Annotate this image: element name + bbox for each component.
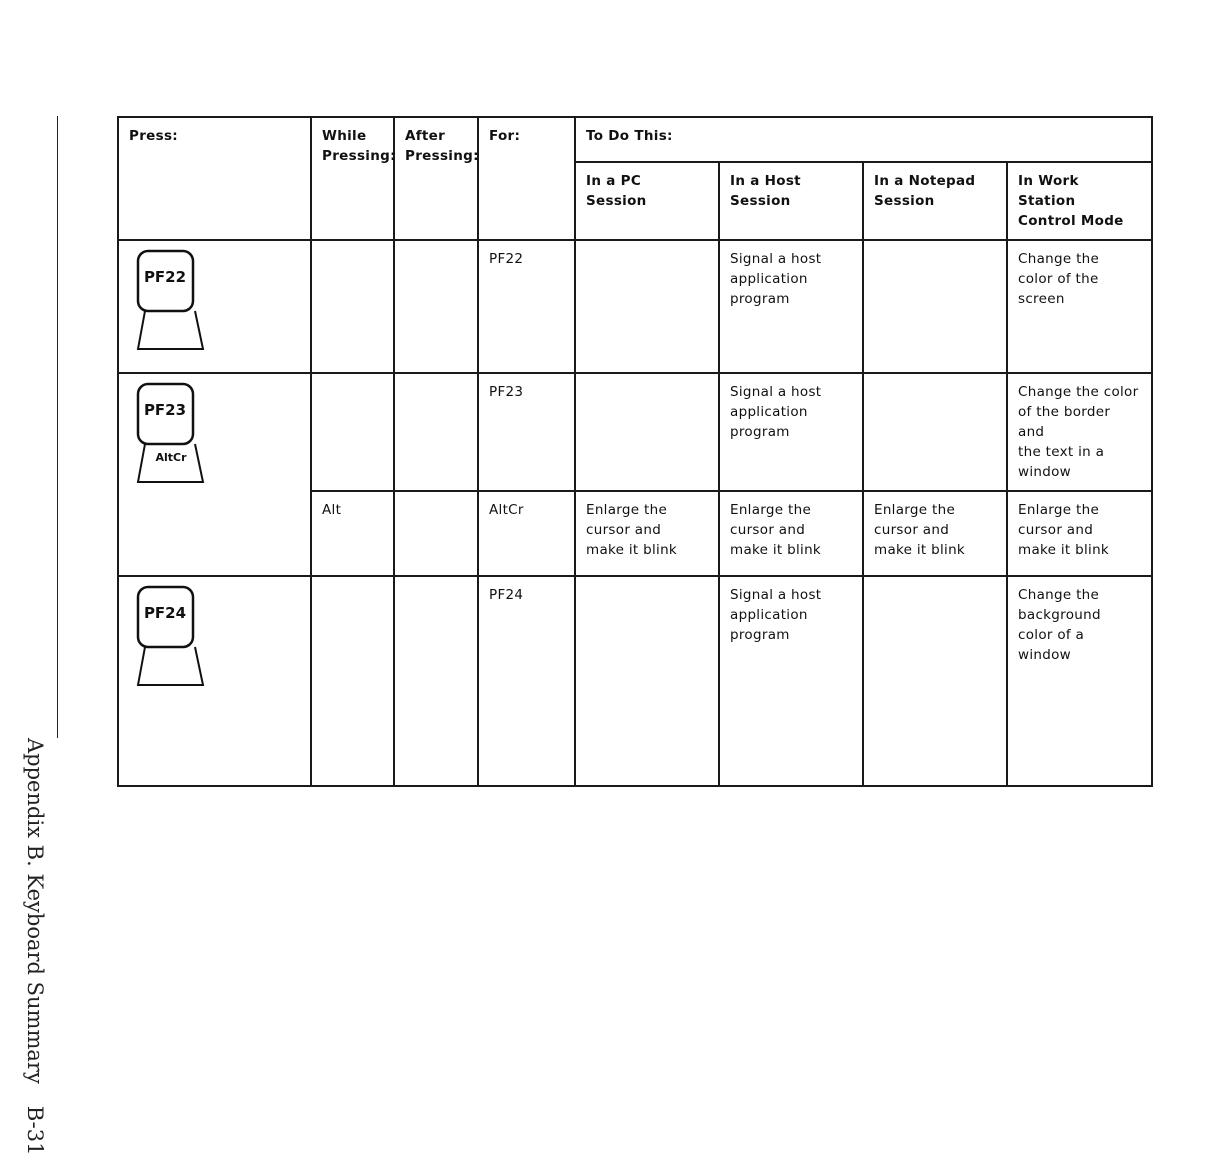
header-press-label: Press: — [129, 128, 178, 144]
key-front-label: AltCr — [155, 451, 187, 464]
table-row — [118, 240, 1152, 373]
margin-rule — [57, 116, 58, 738]
host-session-cell: Signal a host application program — [719, 576, 863, 786]
key-top-label: PF23 — [143, 401, 187, 419]
for-cell: AltCr — [478, 491, 575, 576]
keycap-shape — [137, 585, 205, 685]
header-host-session: In a Host Session — [719, 162, 863, 240]
pf22-key-icon — [137, 249, 205, 349]
keycap-shape — [137, 249, 205, 349]
header-press — [118, 117, 311, 240]
keyboard-summary-table — [117, 116, 1153, 787]
side-caption — [23, 738, 47, 1155]
header-work-station-mode: In Work Station Control Mode — [1007, 162, 1152, 240]
notepad-session-cell — [863, 240, 1007, 373]
work-station-cell: Change the color of the screen — [1007, 240, 1152, 373]
page-number: B-31 — [23, 1105, 47, 1155]
header-while-pressing: While Pressing: — [311, 117, 394, 240]
while-cell — [311, 576, 394, 786]
header-after-pressing: After Pressing: — [394, 117, 478, 240]
pc-session-cell — [575, 576, 719, 786]
table-row — [118, 576, 1152, 786]
press-cell — [118, 576, 311, 786]
host-session-cell: Enlarge the cursor and make it blink — [719, 491, 863, 576]
pc-session-cell — [575, 373, 719, 491]
pc-session-cell — [575, 240, 719, 373]
while-cell — [311, 240, 394, 373]
work-station-cell: Change the background color of a window — [1007, 576, 1152, 786]
while-cell: Alt — [311, 491, 394, 576]
key-top-label: PF22 — [143, 268, 187, 286]
work-station-cell: Change the color of the border and the text in a window — [1007, 373, 1152, 491]
notepad-session-cell — [863, 576, 1007, 786]
header-notepad-session: In a Notepad Session — [863, 162, 1007, 240]
after-cell — [394, 373, 478, 491]
header-for-label: For: — [489, 128, 521, 144]
while-cell — [311, 373, 394, 491]
notepad-session-cell — [863, 373, 1007, 491]
after-cell — [394, 576, 478, 786]
press-cell — [118, 240, 311, 373]
after-cell — [394, 240, 478, 373]
header-to-do-this: To Do This: — [575, 117, 1152, 162]
host-session-cell: Signal a host application program — [719, 240, 863, 373]
pc-session-cell: Enlarge the cursor and make it blink — [575, 491, 719, 576]
appendix-title: Appendix B. Keyboard Summary — [23, 738, 47, 1084]
header-pc-session: In a PC Session — [575, 162, 719, 240]
for-cell: PF23 — [478, 373, 575, 491]
host-session-cell: Signal a host application program — [719, 373, 863, 491]
key-top-label: PF24 — [143, 604, 187, 622]
press-cell — [118, 373, 311, 576]
for-cell: PF24 — [478, 576, 575, 786]
after-cell — [394, 491, 478, 576]
pf24-key-icon — [137, 585, 205, 685]
table-row — [118, 373, 1152, 491]
work-station-cell: Enlarge the cursor and make it blink — [1007, 491, 1152, 576]
header-for — [478, 117, 575, 240]
pf23-altcr-key-icon — [137, 382, 205, 482]
for-cell: PF22 — [478, 240, 575, 373]
notepad-session-cell: Enlarge the cursor and make it blink — [863, 491, 1007, 576]
